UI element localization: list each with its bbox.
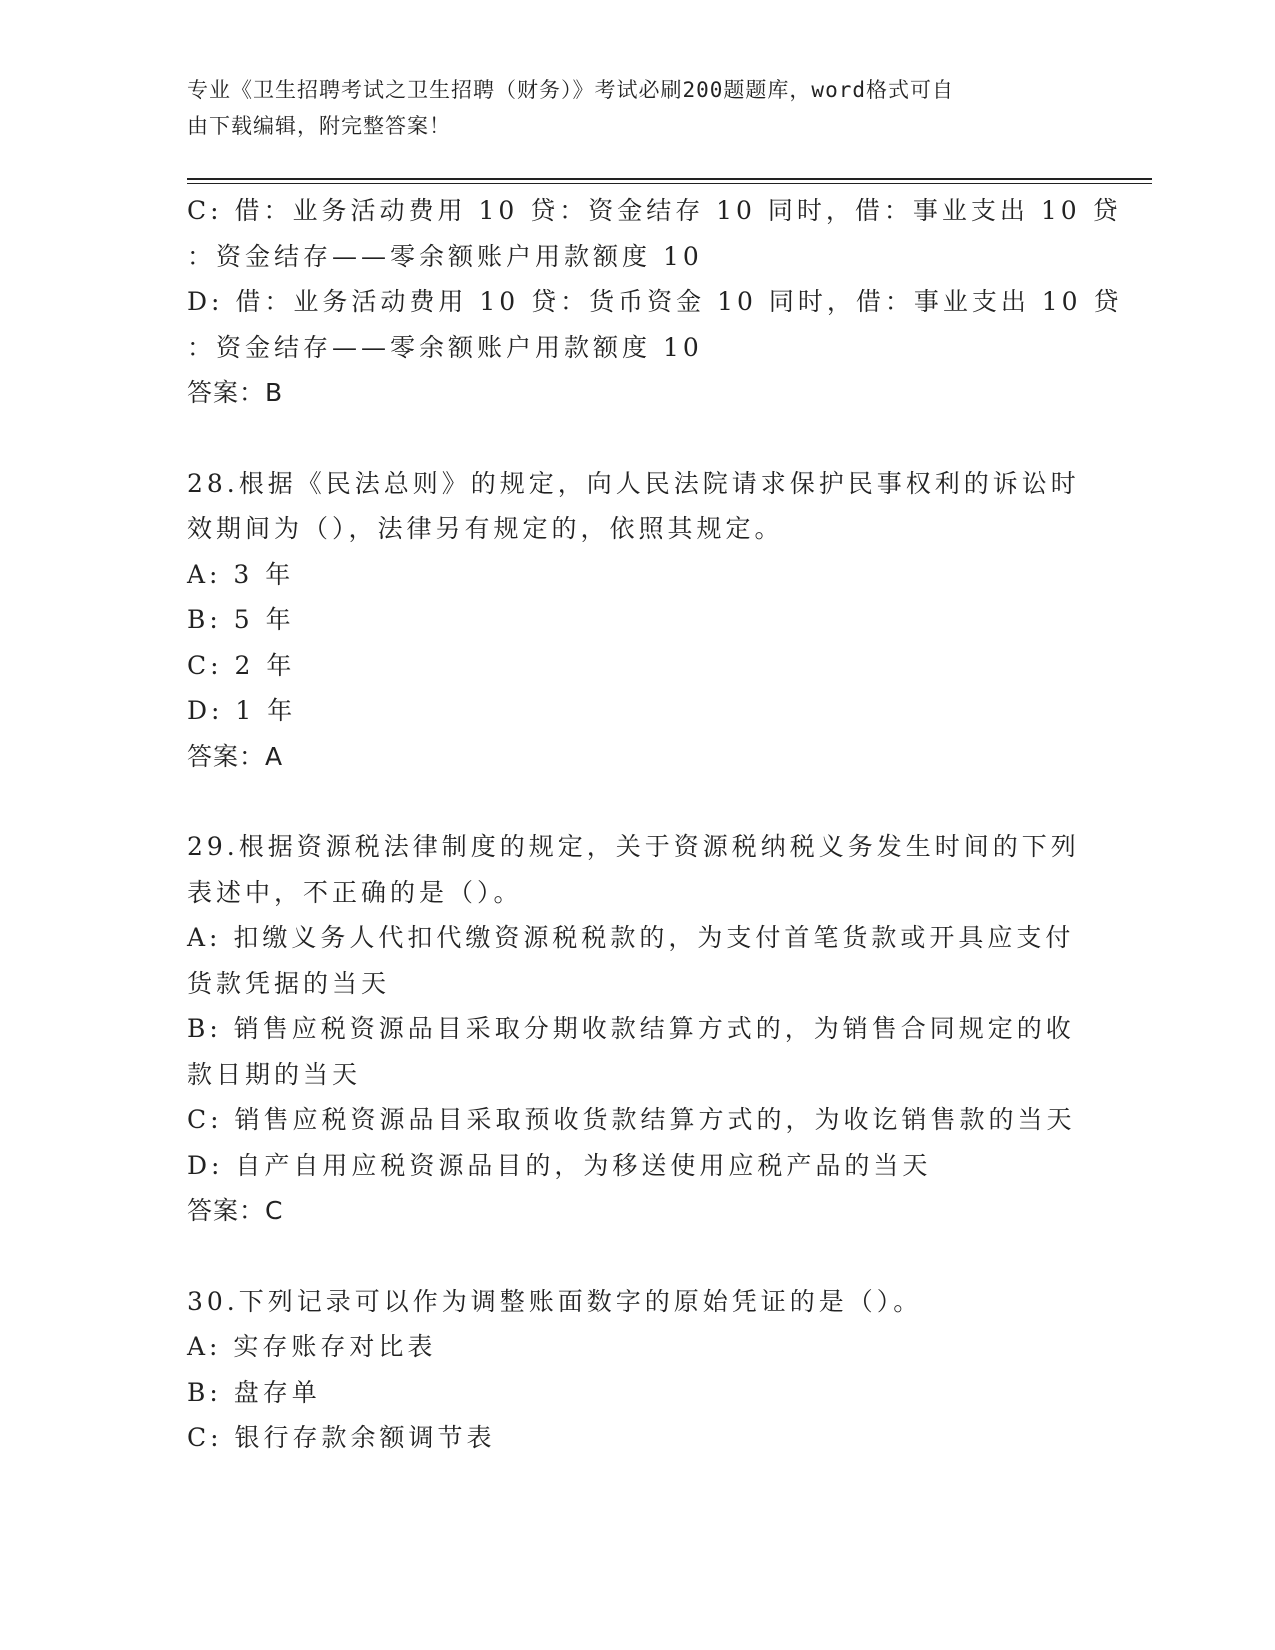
q28-option-c: C: 2 年 bbox=[187, 650, 296, 680]
document-header bbox=[187, 72, 1067, 144]
q27-option-d-line-1: D: 借：业务活动费用 10 贷：货币资金 10 同时，借：事业支出 10 贷 bbox=[187, 287, 1123, 316]
q30-option-a: A: 实存账存对比表 bbox=[187, 1332, 437, 1361]
q29-answer: 答案：C bbox=[187, 1196, 284, 1225]
q30-option-b: B: 盘存单 bbox=[187, 1377, 321, 1407]
q30-option-c: C: 银行存款余额调节表 bbox=[187, 1423, 496, 1452]
q29-option-a-line-1: A: 扣缴义务人代扣代缴资源税税款的，为支付首笔货款或开具应支付 bbox=[187, 923, 1075, 952]
question-27-continuation bbox=[187, 188, 1123, 416]
document-body bbox=[187, 188, 1123, 1461]
spacer bbox=[187, 1234, 1087, 1279]
q27-option-c-line-2: ：资金结存——零余额账户用款额度 10 bbox=[187, 241, 703, 271]
q28-stem-line-2: 效期间为（），法律另有规定的，依照其规定。 bbox=[187, 514, 784, 543]
header-divider-thin bbox=[187, 183, 1152, 184]
question-29 bbox=[187, 824, 1087, 1234]
q29-option-d: D: 自产自用应税资源品目的，为移送使用应税产品的当天 bbox=[187, 1150, 932, 1180]
q27-option-c-line-1: C: 借：业务活动费用 10 贷：资金结存 10 同时，借：事业支出 10 贷 bbox=[187, 196, 1122, 225]
q29-option-c: C: 销售应税资源品目采取预收货款结算方式的，为收讫销售款的当天 bbox=[187, 1105, 1076, 1134]
q27-answer: 答案：B bbox=[187, 378, 284, 407]
q28-option-d: D: 1 年 bbox=[187, 696, 297, 725]
q29-stem-line-2: 表述中，不正确的是（）。 bbox=[187, 877, 523, 907]
q30-stem: 30.下列记录可以作为调整账面数字的原始凭证的是（）。 bbox=[187, 1286, 923, 1316]
q29-option-b-line-2: 款日期的当天 bbox=[187, 1059, 362, 1089]
header-title-line-2: 由下载编辑，附完整答案！ bbox=[187, 114, 451, 138]
q28-option-b: B: 5 年 bbox=[187, 605, 295, 634]
q29-option-a-line-2: 货款凭据的当天 bbox=[187, 968, 391, 998]
q29-stem-line-1: 29.根据资源税法律制度的规定，关于资源税纳税义务发生时间的下列 bbox=[187, 832, 1080, 861]
header-divider-thick bbox=[187, 178, 1152, 180]
q28-answer: 答案：A bbox=[187, 741, 284, 771]
q28-option-a: A: 3 年 bbox=[187, 559, 295, 589]
question-30 bbox=[187, 1279, 1087, 1461]
spacer bbox=[187, 416, 1087, 461]
header-title-line-1: 专业《卫生招聘考试之卫生招聘（财务）》考试必刷200题题库，word格式可自 bbox=[187, 78, 954, 102]
spacer bbox=[187, 779, 1087, 824]
q28-stem-line-1: 28.根据《民法总则》的规定，向人民法院请求保护民事权利的诉讼时 bbox=[187, 468, 1080, 498]
q29-option-b-line-1: B: 销售应税资源品目采取分期收款结算方式的，为销售合同规定的收 bbox=[187, 1014, 1075, 1043]
question-28 bbox=[187, 461, 1087, 780]
q27-option-d-line-2: ：资金结存——零余额账户用款额度 10 bbox=[187, 332, 703, 362]
